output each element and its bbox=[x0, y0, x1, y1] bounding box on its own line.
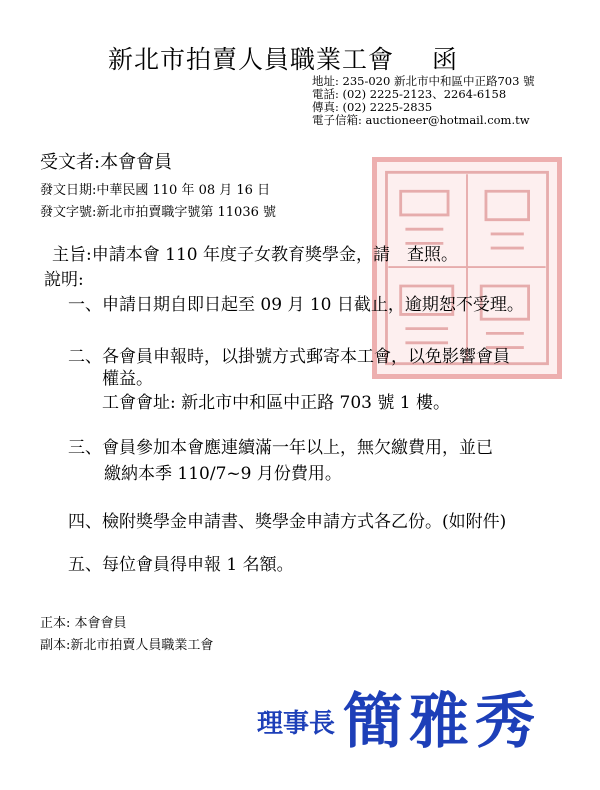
doc-number: 發文字號:新北市拍賣職字號第 11036 號 bbox=[40, 205, 276, 220]
doc-kind: 函 bbox=[432, 45, 459, 74]
item-three-cont: 繳納本季 110/7~9 月份費用。 bbox=[104, 464, 342, 484]
subject-line: 主旨:申請本會 110 年度子女教育獎學金，請 查照。 bbox=[52, 245, 458, 265]
fax-line: 傳真: (02) 2225-2835 bbox=[312, 100, 433, 114]
item-two-cont: 權益。 bbox=[102, 369, 153, 389]
org-title: 新北市拍賣人員職業工會 bbox=[108, 45, 395, 74]
item-two: 二、各會員申報時，以掛號方式郵寄本工會，以免影響會員 bbox=[68, 347, 510, 367]
address-line: 地址: 235-020 新北市中和區中正路703 號 bbox=[312, 74, 535, 88]
item-five: 五、每位會員得申報 1 名額。 bbox=[68, 555, 294, 575]
main-copy: 正本: 本會會員 bbox=[40, 616, 127, 631]
signature-title: 理事長 bbox=[257, 709, 336, 739]
cc-copy: 副本:新北市拍賣人員職業工會 bbox=[40, 638, 214, 653]
item-three: 三、會員參加本會應連續滿一年以上，無欠繳費用，並已 bbox=[68, 438, 493, 458]
phone-line: 電話: (02) 2225-2123、2264-6158 bbox=[312, 87, 507, 101]
recipient: 受文者:本會會員 bbox=[40, 152, 173, 173]
signature-name: 簡雅秀 bbox=[343, 687, 541, 757]
item-one: 一、申請日期自即日起至 09 月 10 日截止，逾期恕不受理。 bbox=[68, 295, 524, 315]
document-title bbox=[108, 40, 458, 76]
item-four: 四、檢附獎學金申請書、獎學金申請方式各乙份。(如附件) bbox=[68, 512, 507, 532]
email-line: 電子信箱: auctioneer@hotmail.com.tw bbox=[312, 113, 530, 127]
chairperson-signature bbox=[255, 672, 575, 766]
issue-date: 發文日期:中華民國 110 年 08 月 16 日 bbox=[40, 183, 271, 198]
explanation-label: 說明: bbox=[44, 270, 84, 290]
union-address: 工會會址: 新北市中和區中正路 703 號 1 樓。 bbox=[102, 393, 451, 413]
